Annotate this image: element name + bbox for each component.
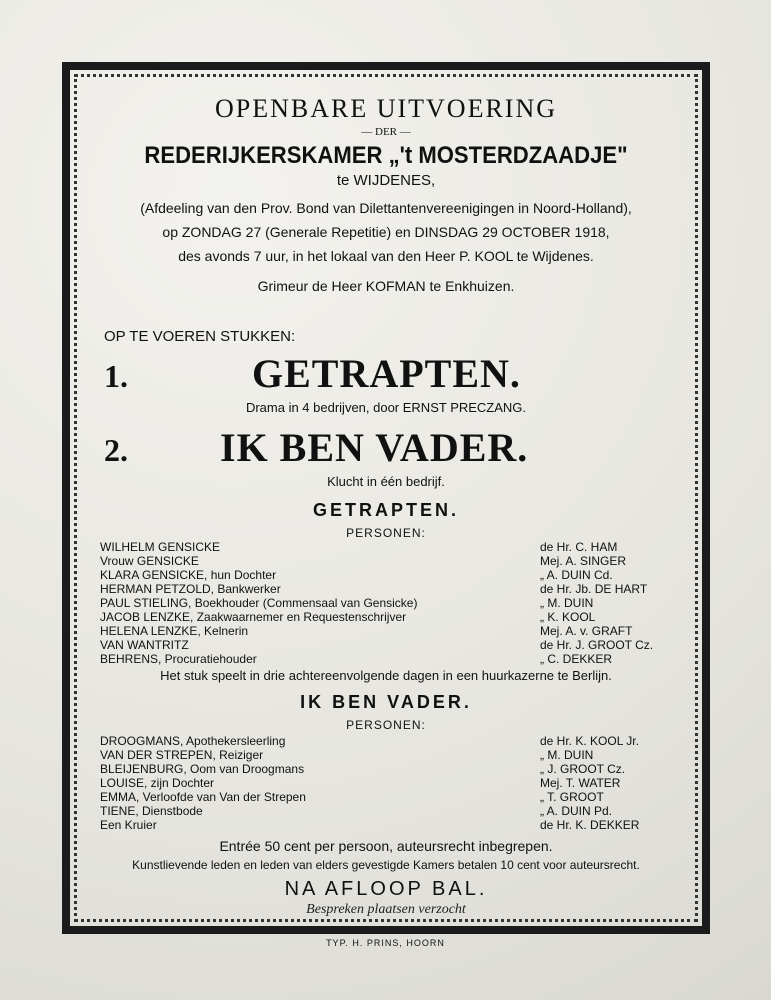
role-name: JACOB LENZKE, Zaakwaarnemer en Requestenschrijver [100, 610, 407, 624]
actor-name: „ M. DUIN [540, 748, 594, 762]
printer-line: TYP. H. PRINS, HOORN [326, 938, 445, 948]
cast-1-note: Het stuk speelt in drie achtereenvolgende dagen in een huurkazerne te Berlijn. [160, 668, 612, 683]
cast-row [100, 624, 668, 638]
role-name: VAN WANTRITZ [100, 638, 189, 652]
actor-name: „ A. DUIN Pd. [540, 804, 613, 818]
cast-2-personen: PERSONEN: [346, 718, 426, 732]
cast-row [100, 652, 668, 666]
cast-row [100, 596, 668, 610]
actor-name: de Hr. K. DEKKER [540, 818, 640, 832]
cast-row [100, 734, 668, 748]
actor-name: de Hr. J. GROOT Cz. [540, 638, 654, 652]
actor-name: „ A. DUIN Cd. [540, 568, 613, 582]
cast-row [100, 748, 668, 762]
role-name: LOUISE, zijn Dochter [100, 776, 215, 790]
cast-row [100, 610, 668, 624]
dates-line: op ZONDAG 27 (Generale Repetitie) en DINSDAG 29 OCTOBER 1918, [162, 224, 610, 240]
cast-1-personen: PERSONEN: [346, 526, 426, 540]
play-2-number: 2. [104, 432, 128, 468]
grimeur-line: Grimeur de Heer KOFMAN te Enkhuizen. [257, 278, 515, 294]
society-name: REDERIJKERSKAMER „'t MOSTERDZAADJE" [144, 142, 628, 169]
poster-title: OPENBARE UITVOERING [214, 94, 558, 123]
role-name: BLEIJENBURG, Oom van Droogmans [100, 762, 305, 776]
der-line: — DER — [361, 126, 411, 138]
role-name: BEHRENS, Procuratiehouder [100, 652, 257, 666]
play-2-subtitle: Klucht in één bedrijf. [327, 474, 445, 489]
play-2-title: IK BEN VADER. [220, 425, 529, 470]
town-line: te WIJDENES, [336, 172, 436, 189]
kunst-line: Kunstlievende leden en leden van elders gevestigde Kamers betalen 10 cent voor auteursrecht. [132, 858, 640, 872]
cast-2-heading: IK BEN VADER. [300, 692, 472, 712]
role-name: Vrouw GENSICKE [100, 554, 199, 568]
handwritten-note: Bespreken plaatsen verzocht [306, 902, 466, 917]
actor-name: de Hr. Jb. DE HART [540, 582, 648, 596]
cast-row [100, 790, 668, 804]
actor-name: de Hr. C. HAM [540, 540, 618, 554]
actor-name: Mej. T. WATER [540, 776, 621, 790]
afdeeling-line: (Afdeeling van den Prov. Bond van Dilettantenvereenigingen in Noord-Holland), [140, 200, 632, 216]
cast-row [100, 818, 668, 832]
cast-row [100, 568, 668, 582]
play-1-number: 1. [104, 358, 128, 394]
role-name: TIENE, Dienstbode [100, 804, 203, 818]
cast-2-list [100, 734, 668, 832]
role-name: WILHELM GENSICKE [100, 540, 221, 554]
role-name: Een Kruier [100, 818, 157, 832]
cast-row [100, 582, 668, 596]
cast-row [100, 638, 668, 652]
actor-name: „ K. KOOL [540, 610, 596, 624]
play-1-subtitle: Drama in 4 bedrijven, door ERNST PRECZANG. [245, 400, 527, 415]
cast-row [100, 554, 668, 568]
cast-row [100, 776, 668, 790]
role-name: PAUL STIELING, Boekhouder (Commensaal van Gensicke) [100, 596, 418, 610]
actor-name: de Hr. K. KOOL Jr. [540, 734, 639, 748]
role-name: KLARA GENSICKE, hun Dochter [100, 568, 277, 582]
actor-name: „ J. GROOT Cz. [540, 762, 626, 776]
role-name: VAN DER STREPEN, Reiziger [100, 748, 264, 762]
actor-name: Mej. A. v. GRAFT [540, 624, 633, 638]
actor-name: Mej. A. SINGER [540, 554, 627, 568]
role-name: EMMA, Verloofde van Van der Strepen [100, 790, 306, 804]
play-1-title: GETRAPTEN. [252, 351, 521, 396]
actor-name: „ T. GROOT [540, 790, 604, 804]
venue-line: des avonds 7 uur, in het lokaal van den Heer P. KOOL te Wijdenes. [178, 248, 594, 264]
section-label: OP TE VOEREN STUKKEN: [104, 328, 296, 345]
cast-row [100, 540, 668, 554]
role-name: HELENA LENZKE, Kelnerin [100, 624, 249, 638]
role-name: HERMAN PETZOLD, Bankwerker [100, 582, 281, 596]
actor-name: „ C. DEKKER [540, 652, 613, 666]
role-name: DROOGMANS, Apothekersleerling [100, 734, 286, 748]
entree-line: Entrée 50 cent per persoon, auteursrecht inbegrepen. [219, 838, 553, 854]
cast-row [100, 762, 668, 776]
cast-1-heading: GETRAPTEN. [312, 500, 459, 520]
actor-name: „ M. DUIN [540, 596, 594, 610]
poster-content [82, 80, 690, 920]
cast-row [100, 804, 668, 818]
bal-line: NA AFLOOP BAL. [284, 878, 488, 900]
cast-1-list [100, 540, 668, 666]
